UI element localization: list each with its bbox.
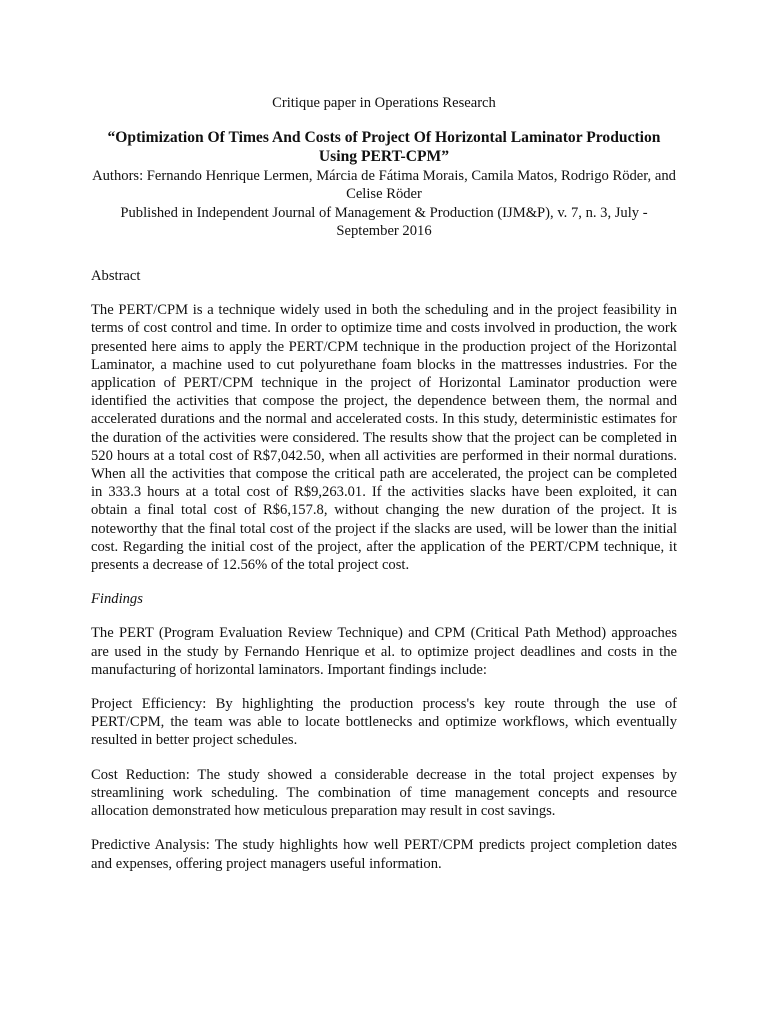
publication-info: Published in Independent Journal of Management & Production (IJM&P), v. 7, n. 3, July - September 2016 [120, 204, 648, 239]
finding-cost-reduction: Cost Reduction: The study showed a considerable decrease in the total project expenses by streamlining work scheduling. The combination of time management concepts and resource allocation demonstrated how meticulous preparation may result in cost savings. [91, 766, 677, 820]
abstract-heading: Abstract [91, 268, 141, 285]
paper-title: “Optimization Of Times And Costs of Project Of Horizontal Laminator Production Using PERT-CPM” [107, 129, 661, 166]
findings-intro-paragraph: The PERT (Program Evaluation Review Technique) and CPM (Critical Path Method) approaches are used in the study by Fernando Henrique et al. to optimize project deadlines and costs in the manufacturing of horizontal laminators. Important findings include: [91, 625, 677, 678]
findings-heading: Findings [91, 591, 143, 608]
document-content [91, 94, 677, 873]
authors-line: Authors: Fernando Henrique Lermen, Márcia de Fátima Morais, Camila Matos, Rodrigo Röder, and Celise Röder [92, 168, 676, 203]
paper-type-subtitle: Critique paper in Operations Research [272, 95, 496, 111]
finding-predictive-analysis: Predictive Analysis: The study highlights how well PERT/CPM predicts project completion dates and expenses, offering project managers useful information. [91, 837, 677, 872]
finding-project-efficiency: Project Efficiency: By highlighting the production process's key route through the use of PERT/CPM, the team was able to locate bottlenecks and optimize workflows, which eventually resulted in better project schedules. [91, 696, 677, 749]
abstract-paragraph: The PERT/CPM is a technique widely used in both the scheduling and in the project feasibility in terms of cost control and time. In order to optimize time and costs involved in production, the work presented here aims to apply the PERT/CPM technique in the production project of the Horizontal Laminator, a machine used to cut polyurethane foam blocks in the mattresses industries. For the application of PERT/CPM technique in the project of Horizontal Laminator production were identified the activities that compose the project, the dependence between them, the normal and accelerated durations and the normal and accelerated costs. In this study, deterministic estimates for the duration of the activities were considered. The results show that the project can be completed in 520 hours at a total cost of R$7,042.50, when all activities are performed in their normal durations. When all the activities that compose the critical path are accelerated, the project can be completed in 333.3 hours at a total cost of R$9,263.01. If the activities slacks have been exploited, it can obtain a final total cost of R$6,157.8, without changing the new duration of the project. It is noteworthy that the final total cost of the project if the slacks are used, will be lower than the initial cost. Regarding the initial cost of the project, after the application of the PERT/CPM technique, it presents a decrease of 12.56% of the total project cost. [91, 302, 677, 574]
